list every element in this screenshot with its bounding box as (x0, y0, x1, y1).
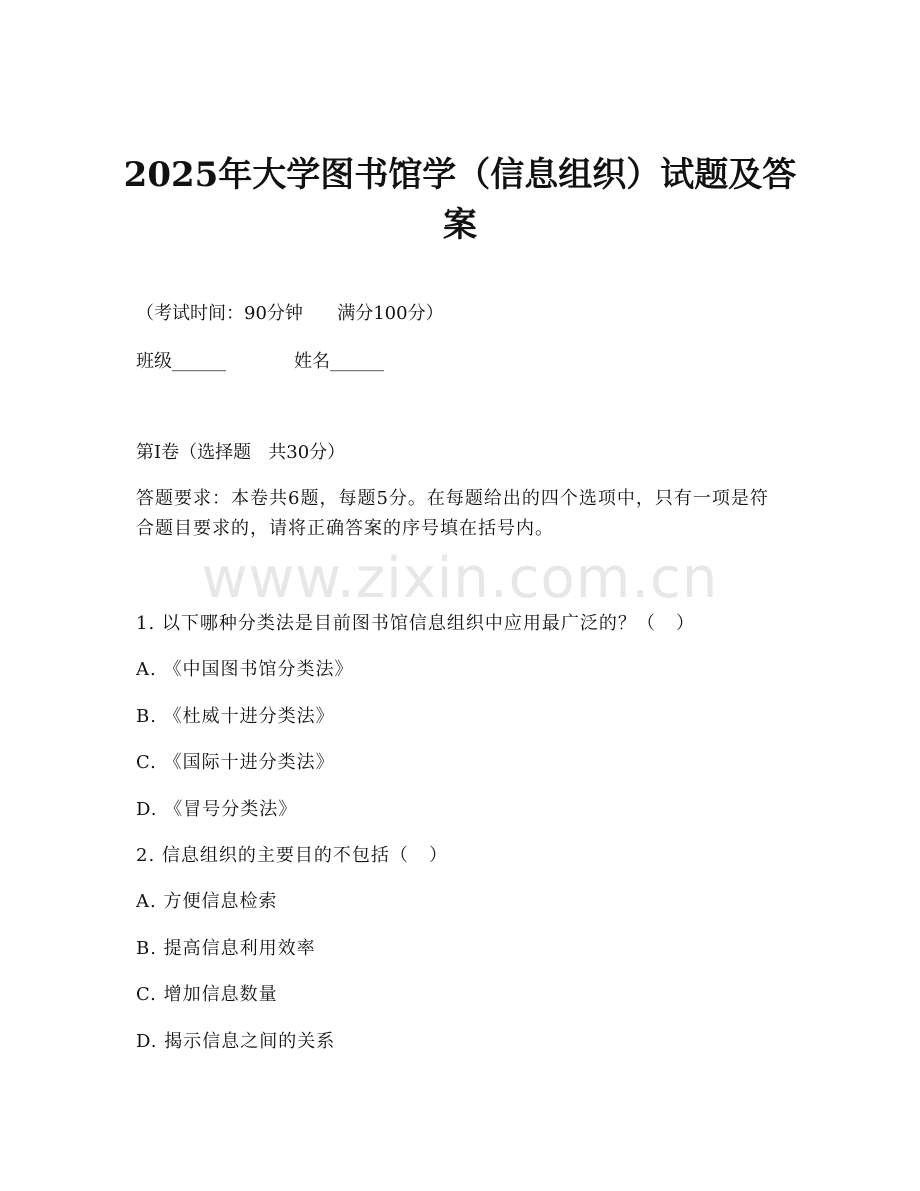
name-field: 姓名______ (294, 351, 384, 372)
class-field: 班级______ (136, 351, 226, 372)
question-2-stem: 2. 信息组织的主要目的不包括（ ） (136, 845, 449, 866)
question-1-option-a: A. 《中国图书馆分类法》 (136, 659, 354, 680)
instructions: 答题要求：本卷共6题，每题5分。在每题给出的四个选项中，只有一项是符合题目要求的，请将正确答案的序号填在括号内。 (136, 488, 769, 539)
watermark: www.zixin.com.cn (201, 546, 719, 611)
question-1-stem: 1. 以下哪种分类法是目前图书馆信息组织中应用最广泛的？（ ） (136, 613, 696, 634)
section-title: 第I卷（选择题 共30分） (136, 442, 346, 463)
question-2-option-c: C. 增加信息数量 (136, 984, 278, 1005)
question-1-option-d: D. 《冒号分类法》 (136, 799, 298, 820)
question-2-option-d: D. 揭示信息之间的关系 (136, 1031, 336, 1052)
question-1-option-c: C. 《国际十进分类法》 (136, 752, 335, 773)
exam-info: （考试时间：90分钟 满分100分） (136, 303, 444, 324)
page-title: 2025年大学图书馆学（信息组织）试题及答案 (123, 155, 797, 245)
question-1-option-b: B. 《杜威十进分类法》 (136, 706, 335, 727)
question-2-option-b: B. 提高信息利用效率 (136, 938, 316, 959)
question-2-option-a: A. 方便信息检索 (136, 891, 278, 912)
